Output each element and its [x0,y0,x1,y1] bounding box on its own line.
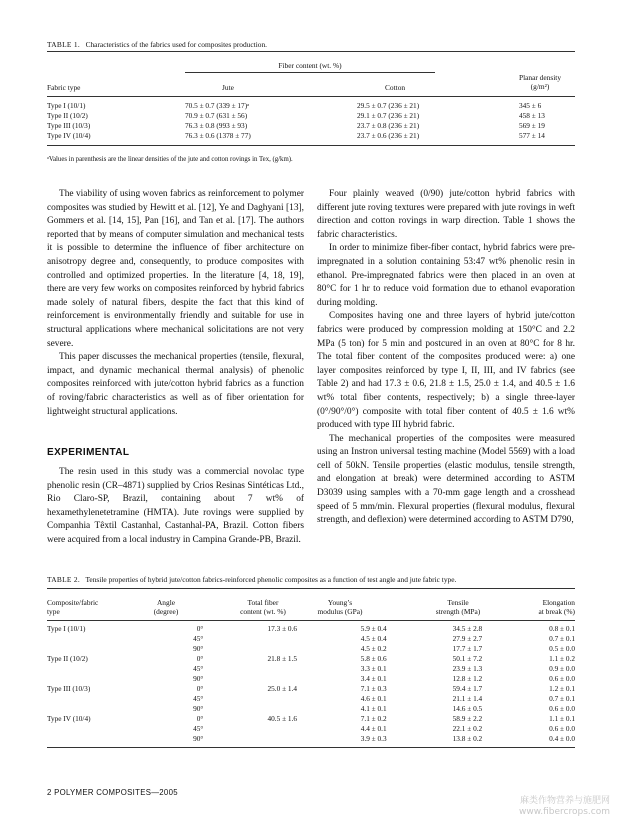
table1-bottom-rule [47,145,575,146]
table2-cell-strength: 21.1 ± 1.4 [452,694,483,703]
table2-header-fiber: Total fiber content (wt. %) [240,598,286,616]
table1-cell-cotton: 29.1 ± 0.7 (236 ± 21) [357,111,420,120]
table2-row [47,644,575,654]
table1-cell-type: Type III (10/3) [47,121,91,130]
table2-cell-elong: 0.6 ± 0.0 [549,704,575,713]
table2-cell-modulus: 7.1 ± 0.2 [360,714,387,723]
left-column-experimental [47,466,304,548]
table1-header-density: Planar density (g/m²) [518,73,562,91]
right-paragraph-1: Four plainly weaved (0/90) jute/cotton hybrid fabrics with different jute roving textures were prepared with jute rovings in weft direction and cotton rovings in warp direction. Table 1 shows the fabric characteristics. [317,189,575,240]
table1-group-rule [185,72,435,73]
table2-top-rule [47,588,575,589]
table1-row [47,101,575,111]
table2-cell-type [47,664,147,674]
table2-cell-type: Type IV (10/4) [47,714,91,723]
table2-cell-type: Type III (10/3) [47,684,91,693]
table2-cell-angle: 0° [196,714,204,723]
table2-row [47,684,575,694]
left-paragraph-3: The resin used in this study was a commercial novolac type phenolic resin (CR–4871) supplied by Crios Resinas Sintéticas Ltd., Rio Claro-SP, Brazil, containing about 7 wt% of hexamethylenetetramine (HMTA). Jute rovings were supplied by Companhia Têxtil Castanhal, Castanhal-PA, Brazil. Cotton fibers were acquired from a local industry in Campina Grande-PB, Brazil. [47,467,304,545]
table1-cell-cotton: 23.7 ± 0.8 (236 ± 21) [357,121,420,130]
table2-cell-strength: 58.9 ± 2.2 [452,714,483,723]
table2-cell-angle: 90° [193,644,204,653]
table1-footnote: ᵃValues in parenthesis are the linear densities of the jute and cotton rovings in Tex, (g/km). [47,156,293,163]
table2-row [47,694,575,704]
table1-body [47,101,575,141]
table2-cell-modulus: 3.4 ± 0.1 [360,674,387,683]
table2-cell-elong: 1.2 ± 0.1 [549,684,575,693]
table2-cell-elong: 1.1 ± 0.2 [549,654,575,663]
table2-cell-elong: 0.6 ± 0.0 [549,674,575,683]
table2-cell-modulus: 5.9 ± 0.4 [360,624,387,633]
table2-cell-angle: 0° [196,624,204,633]
table1-cell-jute: 70.5 ± 0.7 (339 ± 17)ᵃ [185,101,250,110]
section-heading-experimental: EXPERIMENTAL [47,447,130,458]
table1-group-header: Fiber content (wt. %) [278,61,342,70]
table2-cell-type [47,734,147,744]
table2-cell-modulus: 7.1 ± 0.3 [360,684,387,693]
table2-body [47,624,575,744]
table2-cell-elong: 1.1 ± 0.1 [549,714,575,723]
table2-cell-elong: 0.9 ± 0.0 [549,664,575,673]
table2-cell-modulus: 4.4 ± 0.1 [360,724,387,733]
table2-header-strength: Tensile strength (MPa) [435,598,481,616]
table2-cell-type [47,724,147,734]
table2-header-modulus: Young’s modulus (GPa) [317,598,363,616]
table2-cell-fiber: 25.0 ± 1.4 [267,684,298,693]
table2-cell-angle: 45° [193,634,204,643]
left-paragraph-2: This paper discusses the mechanical properties (tensile, flexural, impact, and dynamic mechanical thermal analysis) of phenolic composites reinforced with jute/cotton hybrid fabrics as a function of roving/fabric characteristics as well as of fiber orientation for lightweight structural applications. [47,352,304,417]
table2-cell-elong: 0.8 ± 0.1 [549,624,575,633]
watermark: 麻类作物营养与施肥网 www.fibercrops.com [519,796,610,817]
table2-cell-modulus: 3.9 ± 0.3 [360,734,387,743]
left-column [47,188,304,419]
table2-cell-strength: 13.8 ± 0.2 [452,734,483,743]
table1-top-rule [47,51,575,52]
table2-row [47,734,575,744]
table2-cell-fiber: 40.5 ± 1.6 [267,714,298,723]
table1-cell-density: 458 ± 13 [519,111,545,120]
table2-cell-elong: 0.5 ± 0.0 [549,644,575,653]
table2-cell-type [47,644,147,654]
table2-cell-strength: 34.5 ± 2.8 [452,624,483,633]
table2-cell-strength: 17.7 ± 1.7 [452,644,483,653]
table2-row [47,704,575,714]
left-paragraph-1: The viability of using woven fabrics as reinforcement to polymer composites was studied by Hewitt et al. [12], Ye and Daghyani [13], Gommers et al. [14, 15], Pan [16], and Tan et al. [17]. The authors reported that by means of computer simulation and mechanical tests it is possible to determine the influence of fiber architecture on anisotropy degree and, consequently, to produce composites with controlled and optimized properties. In the literature [4, 18, 19], there are very few works on composites reinforced by hybrid fabrics made solely of natural fibers, despite the fact that this kind of reinforcement is environmentally friendly and suitable for use in structural applications where mechanical solicitations are not very severe. [47,189,304,349]
table2-cell-fiber [203,634,329,644]
table2-cell-strength: 22.1 ± 0.2 [452,724,483,733]
table1-cell-type: Type IV (10/4) [47,131,91,140]
table1-header-cotton: Cotton [385,83,406,92]
table2-cell-angle: 90° [193,704,204,713]
table1-header-rule [47,96,575,97]
table2-cell-type [47,694,147,704]
table2-cell-fiber: 21.8 ± 1.5 [267,654,298,663]
table2-cell-fiber [203,664,329,674]
table1-cell-density: 345 ± 6 [519,101,542,110]
table1-row [47,131,575,141]
table2-cell-angle: 45° [193,724,204,733]
table2-row [47,674,575,684]
table2-cell-strength: 27.9 ± 2.7 [452,634,483,643]
table2-cell-fiber [203,674,329,684]
table1-cell-density: 569 ± 19 [519,121,545,130]
table2-bottom-rule [47,747,575,748]
table2-cell-modulus: 4.6 ± 0.1 [360,694,387,703]
table2-cell-angle: 0° [196,684,204,693]
table2-cell-elong: 0.7 ± 0.1 [549,634,575,643]
table2-row [47,724,575,734]
table2-cell-fiber [203,644,329,654]
table2-cell-modulus: 4.5 ± 0.4 [360,634,387,643]
table1-cell-cotton: 23.7 ± 0.6 (236 ± 21) [357,131,420,140]
table2-cell-angle: 45° [193,664,204,673]
table2-cell-angle: 90° [193,674,204,683]
table2-cell-fiber [203,694,329,704]
table1-row [47,111,575,121]
table2-cell-type: Type II (10/2) [47,654,88,663]
table2-cell-type [47,634,147,644]
table2-cell-fiber: 17.3 ± 0.6 [267,624,298,633]
right-paragraph-4: The mechanical properties of the composites were measured using an Instron universal testing machine (Model 5569) with a load cell of 50kN. Tensile properties (elastic modulus, tensile strength, and elongation at break) were determined according to ASTM D3039 using samples with a 70-mm gage length and a crosshead speed of 5 mm/min. Flexural properties (flexural modulus, flexural strength, and deflexion) were determined according to ASTM D790, [317,433,575,526]
table2-cell-strength: 12.8 ± 1.2 [452,674,483,683]
table2-row [47,664,575,674]
table2-cell-modulus: 4.5 ± 0.2 [360,644,387,653]
table2-header-rule [47,620,575,621]
table1-cell-density: 577 ± 14 [519,131,545,140]
table2-header-type: Composite/fabric type [47,598,99,616]
table1-header-fabric-type: Fabric type [47,83,81,92]
table2-cell-modulus: 4.1 ± 0.1 [360,704,387,713]
table2-row [47,654,575,664]
table1-row [47,121,575,131]
right-column [317,188,575,528]
page-footer: 2 POLYMER COMPOSITES—2005 [47,788,178,797]
table2-cell-fiber [203,734,329,744]
right-paragraph-3: Composites having one and three layers of hybrid jute/cotton fabrics were produced by compression molding at 150°C and 2.2 MPa (5 ton) for 5 min and postcured in an oven at 80°C for 8 hr. The total fiber content of the composites produced were: a) one layer composites reinforced by type I, II, III, and IV fabrics (see Table 2) and had 17.3 ± 0.6, 21.8 ± 1.5, 25.0 ± 1.4, and 40.5 ± 1.6 wt% total fiber contents, respectively; b) a single three-layer (0°/90°/0°) composite with total fiber content of 40.5 ± 1.6 wt% produced with type III hybrid fabric. [317,311,575,431]
table2-cell-strength: 23.9 ± 1.3 [452,664,483,673]
table2-cell-type [47,704,147,714]
table2-cell-elong: 0.6 ± 0.0 [549,724,575,733]
table2-cell-strength: 59.4 ± 1.7 [452,684,483,693]
table2-row [47,624,575,634]
table2-row [47,634,575,644]
table2-caption: TABLE 2. Tensile properties of hybrid jute/cotton fabrics-reinforced phenolic composites as a function of test angle and jute fabric type. [47,575,457,584]
table1-cell-jute: 76.3 ± 0.8 (993 ± 93) [185,121,248,130]
table2-cell-angle: 45° [193,694,204,703]
table2-cell-fiber [203,704,329,714]
table2-cell-angle: 0° [196,654,204,663]
table2-cell-strength: 14.6 ± 0.5 [452,704,483,713]
table2-cell-type [47,674,147,684]
table2-cell-fiber [203,724,329,734]
table1-header-jute: Jute [222,83,234,92]
table2-cell-modulus: 5.8 ± 0.6 [360,654,387,663]
table2-cell-elong: 0.4 ± 0.0 [549,734,575,743]
table1-cell-type: Type II (10/2) [47,111,88,120]
table1-cell-type: Type I (10/1) [47,101,86,110]
right-paragraph-2: In order to minimize fiber-fiber contact, hybrid fabrics were pre-impregnated in a solution containing 53:47 wt% phenolic resin in ethanol. Pre-impregnated fabrics were then placed in an oven at 80°C for 1 hr to reduce void formation due to ethanol evaporation during molding. [317,243,575,308]
table2-cell-angle: 90° [193,734,204,743]
table2-header-angle: Angle (degree) [153,598,179,616]
table2-cell-elong: 0.7 ± 0.1 [549,694,575,703]
table1-cell-cotton: 29.5 ± 0.7 (236 ± 21) [357,101,420,110]
table2-cell-modulus: 3.3 ± 0.1 [360,664,387,673]
table1-caption: TABLE 1. Characteristics of the fabrics used for composites production. [47,40,267,49]
table2-row [47,714,575,724]
table2-header-elongation: Elongation at break (%) [538,598,575,616]
table2-cell-strength: 50.1 ± 7.2 [452,654,483,663]
table2-cell-type: Type I (10/1) [47,624,86,633]
table1-cell-jute: 76.3 ± 0.6 (1378 ± 77) [185,131,251,140]
table1-cell-jute: 70.9 ± 0.7 (631 ± 56) [185,111,248,120]
